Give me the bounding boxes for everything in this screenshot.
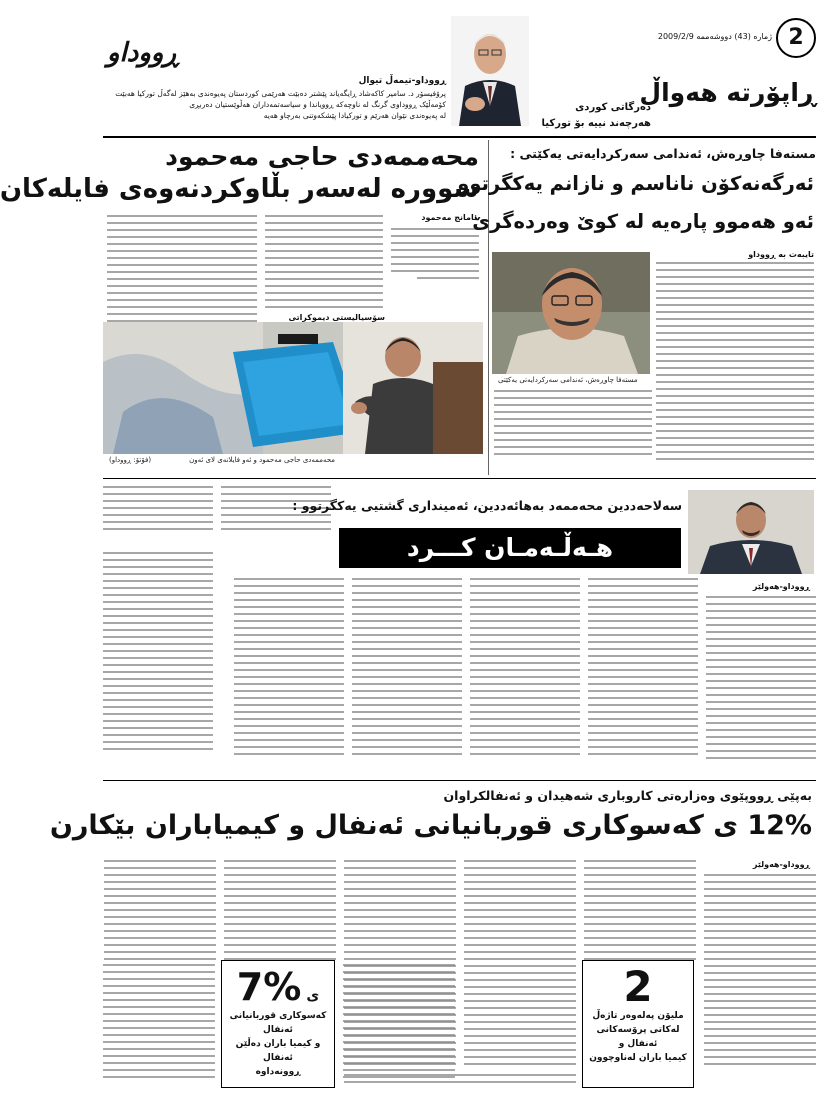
- masthead-caption-2: هەرچەند نییە بۆ تورکیا: [541, 118, 651, 129]
- section-rule: [103, 780, 816, 781]
- section-rule: [103, 478, 816, 479]
- masthead-caption-1: دەرگاتی کوردی: [575, 102, 651, 113]
- mohammed-headline-2: سوورە لەسەر بڵاوکردنەوەی فایلەکان: [0, 174, 479, 204]
- body-text-col: [343, 964, 455, 1083]
- stat-2-line-2: لەکاتی پرۆسەکانی ئەنفال و: [596, 1025, 680, 1049]
- salahaddin-story: [103, 482, 816, 772]
- body-text-col: [104, 860, 216, 965]
- body-text-col: [470, 578, 580, 760]
- mustafa-kicker: مستەفا چاوڕەش، ئەندامی سەرکردایەتی یەکێتی :: [510, 146, 816, 161]
- stat-2-value: 2: [623, 962, 653, 1011]
- teaser-title: ڕووداو-تیمەڵ تیوال: [358, 76, 446, 86]
- stat-1-value: 7%: [236, 965, 302, 1009]
- mohammed-byline: ئامانج مەحمود: [421, 213, 477, 222]
- stat-1-suffix: ی: [306, 988, 320, 1004]
- masthead-portrait-photo: [451, 16, 529, 126]
- body-text-col: [234, 578, 344, 760]
- body-text-col: [706, 596, 816, 764]
- teaser-2: کۆمەڵێک ڕووداوی گرنگ لە ناوچەکە ڕوویاندا و سیاسەتمەداران هەڵوێستیان دەربڕی: [189, 100, 446, 109]
- mohammed-quote: سۆسیالیستی دیموکراتی: [288, 313, 385, 322]
- mohammed-photo: [103, 322, 483, 454]
- mohammed-headline-1: محەممەدی حاجی مەحمود: [165, 142, 479, 171]
- body-text-col: [656, 262, 814, 465]
- stat-2-line-3: کیمیا باران لەناوچوون: [589, 1053, 687, 1063]
- issue-info: ژمارە (43) دووشەممە 2009/2/9: [657, 32, 772, 41]
- stat-1-line-2: و کیمیا باران دەڵێن ئەنفال: [235, 1039, 321, 1063]
- mustafa-story: [457, 140, 818, 475]
- body-text-col: [103, 552, 213, 755]
- body-text-col: [464, 860, 576, 1070]
- body-text-col: [704, 874, 816, 1070]
- body-text-col: [224, 860, 336, 965]
- mustafa-byline: تایبەت بە ڕووداو: [748, 250, 814, 259]
- stat-1-heading: [222, 965, 334, 1009]
- mustafa-photo-caption: مستەفا چاوڕەش، ئەندامی سەرکردایەتی یەکێتی: [498, 376, 638, 384]
- newspaper-logo: ڕووداو: [107, 38, 180, 68]
- teaser-1: پرۆفیسۆر د. سامیر کاکەشاد ڕایگەیاند پێشتر دەبێت هەرێمی کوردستان پەیوەندی بەهێز لەگەڵ تورکیا هەبێت: [115, 89, 446, 98]
- body-text-col: [103, 964, 215, 1083]
- mohammed-photo-credit: (فۆتۆ: ڕووداو): [109, 456, 152, 464]
- masthead-rule: [103, 136, 816, 138]
- salahaddin-kicker: سەلاحەددین محەممەد بەهائەددین، ئەمینداری گشتیی یەکگرتوو :: [292, 498, 682, 513]
- mustafa-photo: [492, 252, 650, 374]
- anfal-kicker: بەپێی ڕووپێوی وەزارەتی کاروباری شەهیدان و ئەنفالکراوان: [443, 788, 812, 803]
- salahaddin-banner: هـەڵـەمـان کـــرد: [339, 528, 681, 568]
- stat-1-line-1: کەسوکاری قوربانیانی ئەنفال: [229, 1011, 327, 1035]
- stat-box-2: [582, 960, 694, 1088]
- anfal-byline: ڕووداو-هەولێر: [752, 860, 810, 869]
- stat-2-line-1: ملیۆن پەلەوەر تاژەڵ: [592, 1011, 684, 1021]
- stat-box-1: [221, 960, 335, 1088]
- salahaddin-photo: [688, 490, 814, 574]
- body-text-col: [588, 578, 698, 760]
- mustafa-headline-2: ئەو هەموو پارەیە لە کوێ وەردەگرێ: [472, 210, 814, 233]
- anfal-headline: 12% ی کەسوکاری قوربانیانی ئەنفال و کیمیاباران بێکارن: [49, 810, 812, 841]
- salahaddin-byline: ڕووداو-هەولێر: [752, 582, 810, 591]
- body-text-col: [103, 486, 213, 535]
- mohammed-photo-caption: محەممەدی حاجی مەحمود و ئەو فایلانەی لای ئەون: [189, 456, 335, 464]
- section-title: ڕاپۆرتە هەواڵ: [639, 78, 816, 107]
- body-text-col: [391, 228, 479, 284]
- body-text-col: [265, 215, 383, 313]
- mohammed-story: [0, 140, 485, 465]
- body-text-col: [494, 390, 652, 460]
- mustafa-headline-1: ئەرگەنەکۆن ناناسم و نازانم یەکگرتوو: [457, 172, 814, 195]
- anfal-story: [49, 784, 816, 1094]
- masthead: [103, 14, 816, 134]
- stat-1-line-3: ڕوونەداوە: [255, 1067, 301, 1077]
- body-text-col: [352, 578, 462, 760]
- body-text-col: [584, 860, 696, 965]
- teaser-3: لە پەیوەندی نێوان هەرێم و تورکیادا پێشکەوتنی بەرچاو هەیە: [263, 111, 446, 120]
- page-number: 2: [776, 18, 816, 58]
